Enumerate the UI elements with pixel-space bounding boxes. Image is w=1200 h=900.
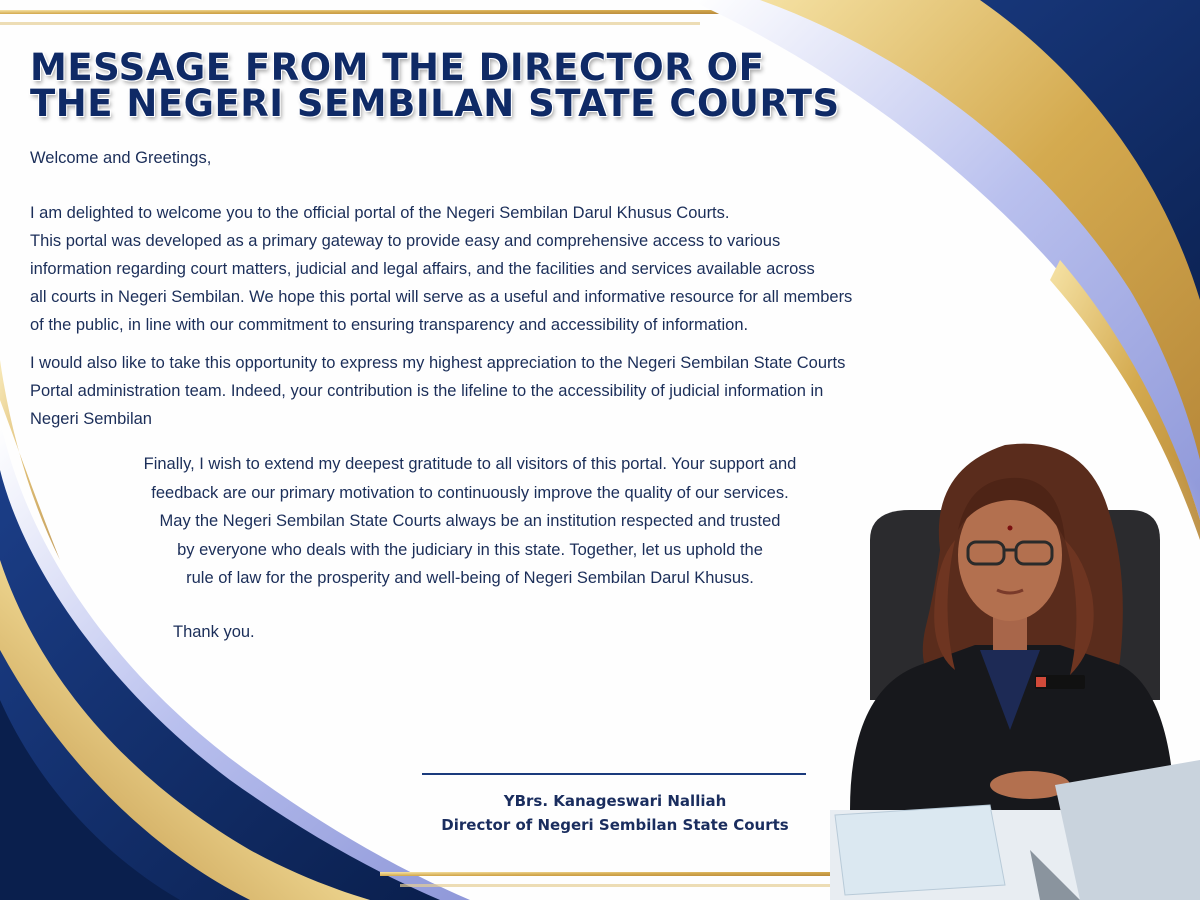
closing-text: Thank you. <box>173 623 255 641</box>
greeting <box>30 144 1060 172</box>
paragraph-line: feedback are our primary motivation to continuously improve the quality of our services. <box>151 483 789 502</box>
paragraph-line: This portal was developed as a primary gateway to provide easy and comprehensive access to various <box>30 232 781 250</box>
signature-name: YBrs. Kanageswari Nalliah <box>503 792 727 810</box>
paragraph-line: rule of law for the prosperity and well-being of Negeri Sembilan Darul Khusus. <box>186 569 754 587</box>
paragraph-line: all courts in Negeri Sembilan. We hope this portal will serve as a useful and informative resource for all members <box>30 288 853 306</box>
paragraph-line: May the Negeri Sembilan State Courts always be an institution respected and trusted <box>159 512 781 530</box>
paragraph-line: of the public, in line with our commitment to ensuring transparency and accessibility of information. <box>30 316 749 334</box>
director-photo <box>830 430 1200 900</box>
documents <box>835 805 1005 895</box>
paragraph-line: by everyone who deals with the judiciary in this state. Together, let us uphold the <box>177 540 763 559</box>
paragraph-line: I am delighted to welcome you to the official portal of the Negeri Sembilan Darul Khusus Courts. <box>30 204 730 222</box>
title-line-2: THE NEGERI SEMBILAN STATE COURTS <box>30 82 840 125</box>
greeting-text: Welcome and Greetings, <box>30 149 212 167</box>
paragraph-line: Negeri Sembilan <box>30 410 152 428</box>
paragraph-gratitude <box>55 450 885 593</box>
paragraph-line: I would also like to take this opportunity to express my highest appreciation to the Negeri Sembilan State Courts <box>30 354 846 372</box>
paragraph-appreciation <box>30 349 1060 433</box>
bottom-gold-line <box>380 872 850 876</box>
title-line-1: MESSAGE FROM THE DIRECTOR OF <box>30 46 765 89</box>
paragraph-welcome <box>30 199 1060 339</box>
signature-line <box>422 773 806 775</box>
paragraph-line: Portal administration team. Indeed, your contribution is the lifeline to the accessibility of judicial information in <box>30 382 824 400</box>
page-title <box>30 46 840 125</box>
signature-position: Director of Negeri Sembilan State Courts <box>441 816 789 834</box>
paragraph-line: Finally, I wish to extend my deepest gratitude to all visitors of this portal. Your support and <box>143 455 797 473</box>
top-gold-line <box>0 10 720 14</box>
paragraph-line: information regarding court matters, judicial and legal affairs, and the facilities and services available across <box>30 260 815 278</box>
